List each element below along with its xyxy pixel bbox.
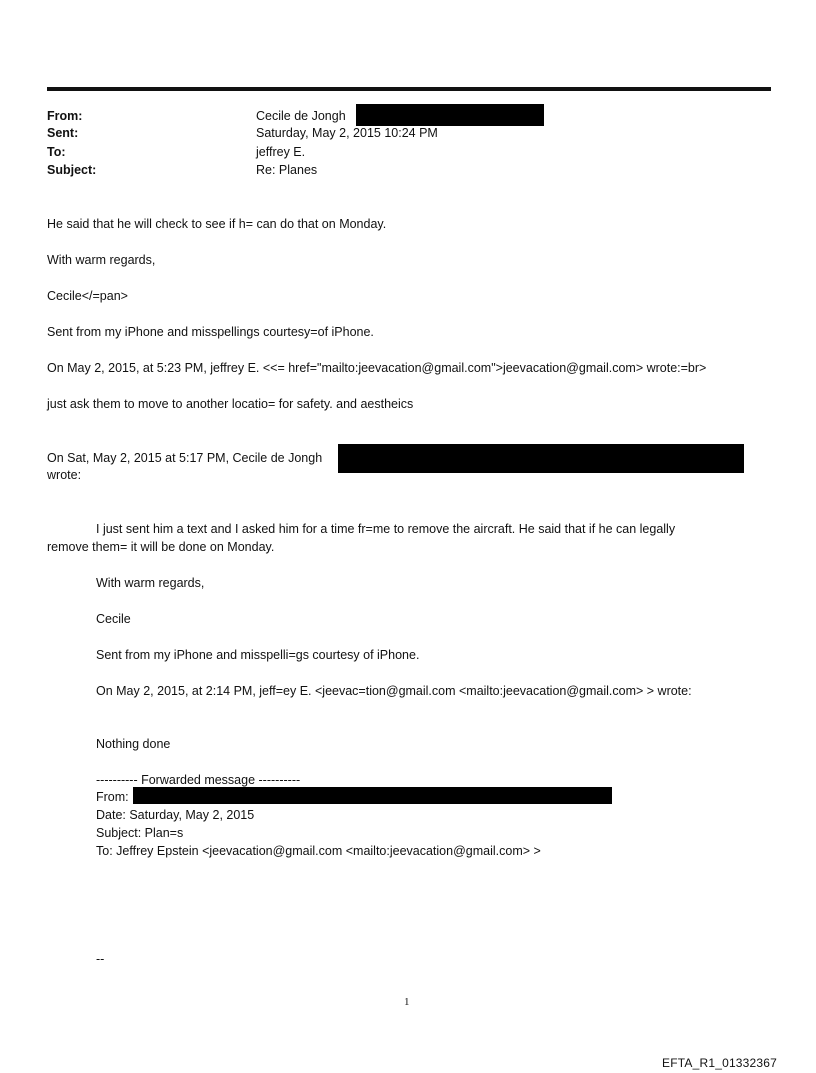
to-value: jeffrey E. bbox=[256, 145, 306, 159]
quoted-sent-from: Sent from my iPhone and misspelli=gs courtesy of iPhone. bbox=[96, 648, 420, 662]
quoted-header-line: On May 2, 2015, at 5:23 PM, jeffrey E. <<= href="mailto:jeevacation@gmail.com">jeevacation@gmail.com> wrote:=br> bbox=[47, 361, 707, 375]
forwarded-date: Date: Saturday, May 2, 2015 bbox=[96, 808, 255, 822]
forwarded-subject: Subject: Plan=s bbox=[96, 826, 184, 840]
quoted-header-line: On Sat, May 2, 2015 at 5:17 PM, Cecile de Jongh bbox=[47, 451, 323, 465]
from-value: Cecile de Jongh bbox=[256, 109, 346, 123]
forwarded-from: From: bbox=[96, 790, 129, 804]
quoted-reply: Nothing done bbox=[96, 737, 171, 751]
quoted-signature: Cecile bbox=[96, 612, 131, 626]
page-number: 1 bbox=[404, 996, 410, 1008]
from-label: From: bbox=[47, 109, 83, 123]
quoted-paragraph: remove them= it will be done on Monday. bbox=[47, 540, 275, 554]
to-label: To: bbox=[47, 145, 66, 159]
redaction-bar bbox=[133, 787, 612, 804]
subject-label: Subject: bbox=[47, 163, 97, 177]
forwarded-header: ---------- Forwarded message ---------- bbox=[96, 773, 301, 787]
quoted-paragraph: I just sent him a text and I asked him for a time fr=me to remove the aircraft. He said that if he can legally bbox=[96, 522, 676, 536]
subject-value: Re: Planes bbox=[256, 163, 318, 177]
quoted-reply: just ask them to move to another locatio= for safety. and aestheics bbox=[47, 397, 414, 411]
redaction-bar bbox=[338, 444, 744, 473]
sent-label: Sent: bbox=[47, 126, 79, 140]
forwarded-to: To: Jeffrey Epstein <jeevacation@gmail.com <mailto:jeevacation@gmail.com> > bbox=[96, 844, 541, 858]
body-regards: With warm regards, bbox=[47, 253, 156, 267]
body-sent-from: Sent from my iPhone and misspellings courtesy=of iPhone. bbox=[47, 325, 374, 339]
header-rule bbox=[47, 87, 771, 91]
body-signature: Cecile</=pan> bbox=[47, 289, 128, 303]
signature-separator: -- bbox=[96, 952, 105, 966]
quoted-regards: With warm regards, bbox=[96, 576, 205, 590]
redaction-bar bbox=[356, 104, 544, 126]
body-line: He said that he will check to see if h= can do that on Monday. bbox=[47, 217, 387, 231]
sent-value: Saturday, May 2, 2015 10:24 PM bbox=[256, 126, 438, 140]
document-id: EFTA_R1_01332367 bbox=[662, 1056, 778, 1070]
quoted-header-line: On May 2, 2015, at 2:14 PM, jeff=ey E. <jeevac=tion@gmail.com <mailto:jeevacation@gmail.com> > wrote: bbox=[96, 684, 692, 698]
quoted-header-line: wrote: bbox=[47, 468, 82, 482]
